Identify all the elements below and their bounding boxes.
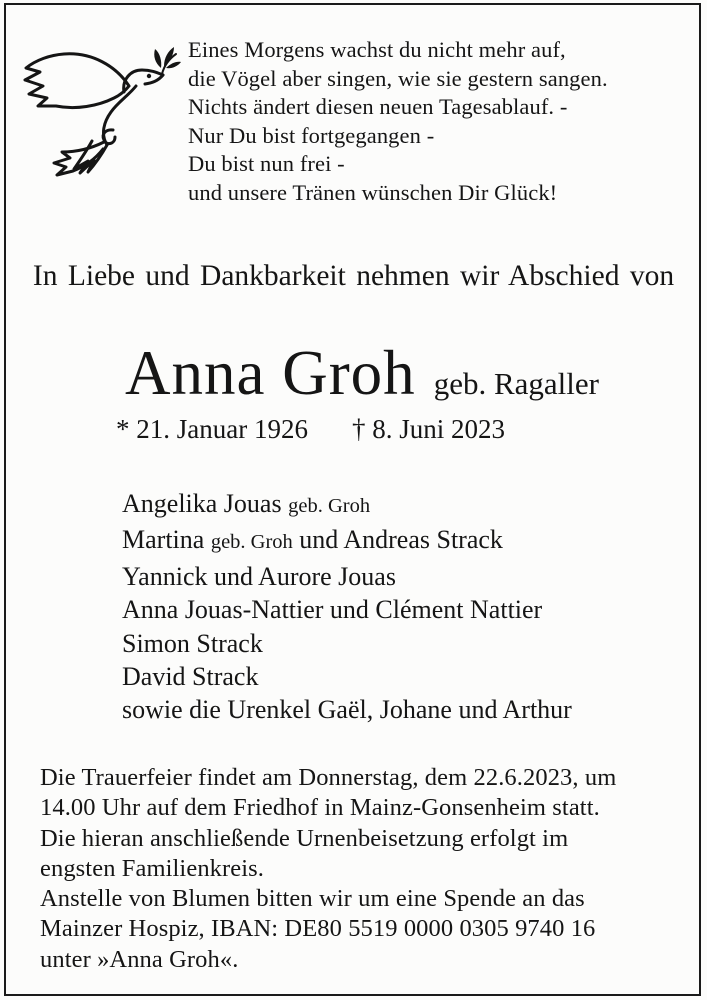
mourner-line — [122, 560, 572, 593]
mourner-line — [122, 660, 572, 693]
mourner-name-text: Anna Jouas-Nattier und Clément Nattier — [122, 595, 543, 625]
mourner-name-text: Simon Strack — [122, 628, 263, 658]
birth-date: * 21. Januar 1926 — [116, 414, 308, 444]
funeral-info-line: unter »Anna Groh«. — [40, 945, 239, 973]
poem-line: Nur Du bist fortgegangen - — [188, 122, 435, 148]
funeral-info-line: 14.00 Uhr auf dem Friedhof in Mainz-Gonsenheim statt. — [40, 794, 600, 822]
mourners-list — [122, 487, 572, 727]
mourner-line — [122, 523, 572, 559]
memorial-poem — [188, 36, 608, 208]
funeral-info-line: Mainzer Hospiz, IBAN: DE80 5519 0000 0305 9740 16 — [40, 915, 596, 943]
mourner-name-text: Yannick und Aurore Jouas — [122, 561, 396, 591]
funeral-info-line: Anstelle von Blumen bitten wir um eine Spende an das — [40, 885, 585, 912]
mourner-line — [122, 593, 572, 626]
life-dates — [116, 414, 505, 445]
funeral-info — [40, 763, 616, 975]
mourner-line — [122, 487, 572, 523]
poem-line: Nichts ändert diesen neuen Tagesablauf. - — [188, 94, 568, 120]
poem-line: die Vögel aber singen, wie sie gestern sangen. — [188, 65, 608, 91]
intro-line: In Liebe und Dankbarkeit nehmen wir Abschied von — [32, 260, 675, 292]
death-date: † 8. Juni 2023 — [351, 414, 505, 444]
deceased-name-row — [125, 338, 599, 408]
mourner-line — [122, 627, 572, 660]
mourner-line — [122, 693, 572, 726]
mourner-name-text: sowie die Urenkel Gaël, Johane und Arthur — [122, 695, 572, 725]
poem-line: Eines Morgens wachst du nicht mehr auf, — [188, 37, 566, 62]
funeral-info-line: Die hieran anschließende Urnenbeisetzung erfolgt im — [40, 824, 569, 852]
funeral-info-line: engsten Familienkreis. — [40, 854, 265, 882]
maiden-name: geb. Ragaller — [433, 366, 599, 401]
funeral-info-line: Die Trauerfeier findet am Donnerstag, dem 22.6.2023, um — [40, 764, 617, 791]
poem-line: und unsere Tränen wünschen Dir Glück! — [188, 179, 558, 205]
mourner-name-text: und Andreas Strack — [299, 525, 503, 555]
mourner-name-text: David Strack — [122, 662, 259, 692]
dove-icon — [12, 42, 182, 190]
mourner-name-text: Angelika Jouas — [122, 489, 282, 518]
deceased-name: Anna Groh — [125, 338, 416, 408]
maiden-name-text: geb. Groh — [210, 531, 293, 554]
poem-line: Du bist nun frei - — [188, 151, 345, 177]
maiden-name-text: geb. Groh — [288, 495, 371, 517]
mourner-name-text: Martina — [122, 525, 205, 555]
